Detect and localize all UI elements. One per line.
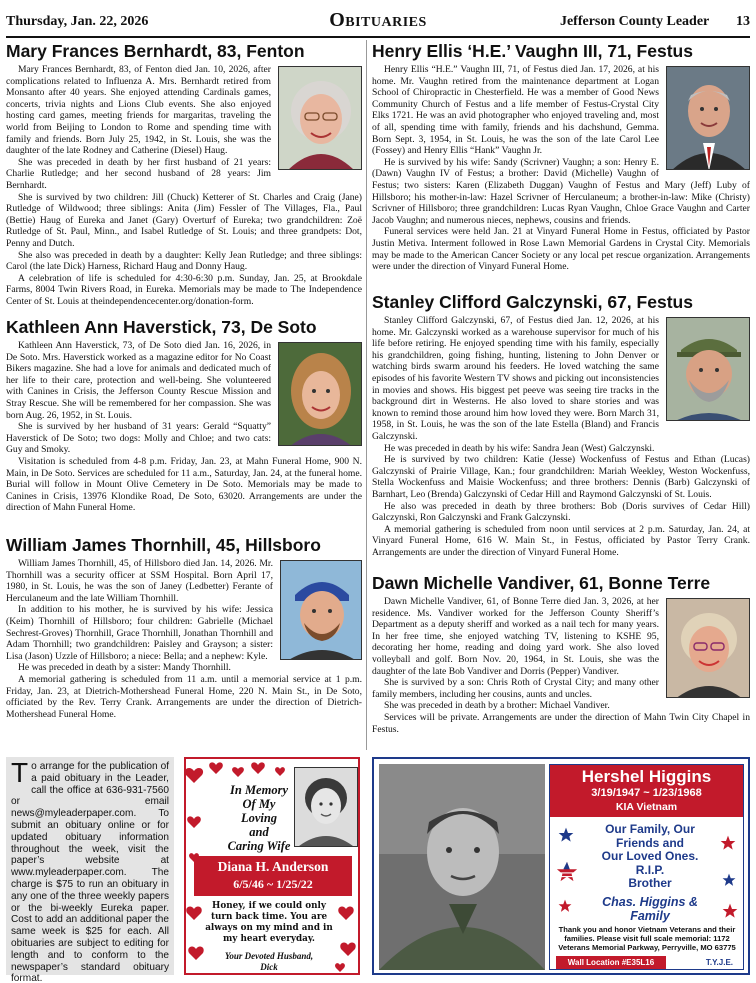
memorial-signature [204, 951, 334, 972]
obit-paragraph: She was preceded in death by her first husband of 21 years: Charlie Rutledge; and her second husband of 28 years: Jim Bernhardt. [6, 156, 271, 191]
obit-photo-vaughn [666, 66, 750, 170]
column-rule [366, 40, 367, 750]
memorial-signature-line: Chas. Higgins & [602, 895, 698, 909]
obit-headline: Mary Frances Bernhardt, 83, Fenton [6, 41, 305, 61]
obit-paragraph: A memorial gathering is scheduled from noon until services at 2 p.m. Saturday, Jan. 24, at Vinyard Funeral Home, 616 W. Main St., in Festus, officiated by Pastor Terry Crank. Arrangements are under the direction of Vinyard Funeral Home. [372, 523, 750, 558]
obit-paragraph: Mary Frances Bernhardt, 83, of Fenton died Jan. 10, 2026, after complications related to Influenza A. Mrs. Bernhardt retired from Monsanto after 40 years. She enjoyed attending Cardinals games, concerts, trivia nights and Lions Club events. She also enjoyed hosting card games, meeting friends for margaritas, traveling the world from Beijing to London to Rome and spending time with family and friends. Born July 25, 1942, in St. Louis, she was the daughter of the late Rodney and Catherine (Diesel) Haug. [6, 64, 271, 157]
obit-paragraph: He was preceded in death by a sister: Mandy Thornhill. [18, 662, 231, 674]
info-dropcap: T [11, 757, 29, 788]
obituary-info-box [6, 757, 174, 983]
memorial-message [570, 823, 730, 891]
memorial-initials: T.Y.J.E. [705, 958, 733, 967]
obit-paragraph: Dawn Michelle Vandiver, 61, of Bonne Terre died Jan. 3, 2026, at her residence. Ms. Vandiver worked for the Jefferson County Sheriff’s Department as a deputy sheriff and worked as a nail tech for many years. In her free time, she enjoyed watching TV, listening to KSHE 95, decorating her home, reading and doing yard work. She also loved volleyball and golf. Born Nov. 20, 1964, in St. Louis, she was the daughter of the late Bob Vandiver and Dorris (Pepper) Vandiver. [372, 596, 659, 677]
obit-vandiver [372, 572, 750, 735]
memorial-photo-anderson [294, 767, 358, 847]
obit-paragraph: Kathleen Ann Haverstick, 73, of De Soto died Jan. 16, 2026, in De Soto. Mrs. Haverstick worked as a magazine editor for No Coast Bikers magazine. She had a love for animals and dedicated much of her life to their care, protection and well-being. She volunteered with Canines in Crisis, the Jefferson County Rescue Mission and Stray Rescue. She will be remembered for her compassion. She was born Aug. 26, 1952, in St. Louis. [6, 340, 271, 421]
obit-headline: Dawn Michelle Vandiver, 61, Bonne Terre [372, 573, 711, 593]
obit-headline: Henry Ellis ‘H.E.’ Vaughn III, 71, Festus [372, 41, 693, 61]
memorial-name: Hershel Higgins [581, 767, 712, 786]
memorial-message: Honey, if we could only turn back time. You are always on my mind and in my heart everyday. [205, 901, 333, 944]
memorial-note: Thank you and honor Vietnam Veterans and their families. Please visit full scale memorial: 1172 Veterans Memorial Parkway, Perryville, MO 63775 [558, 925, 736, 952]
obit-vaughn [372, 40, 750, 273]
obit-paragraph: Funeral services were held Jan. 21 at Vinyard Funeral Home in Festus, officiated by Pastor Justin Metiva. Interment followed in Rose Lawn Memorial Gardens in Crystal City. Memorials may be made to the American Cancer Society or any local pet rescue organization. Arrangements were under the direction of Vinyard Funeral Home. [372, 226, 750, 273]
memorial-signature-line: Your Devoted Husband, [224, 951, 314, 961]
obit-photo-haverstick [278, 342, 362, 446]
obit-photo-galczynski [666, 317, 750, 421]
memorial-signature [570, 895, 730, 923]
obit-bernhardt [6, 40, 362, 307]
memorial-photo-higgins [379, 764, 545, 970]
memorial-dates: 3/19/1947 ~ 1/23/1968 [591, 787, 702, 799]
paper-name-and-page [560, 14, 750, 30]
memorial-message-line: Our Loved Ones. [601, 849, 699, 863]
obit-paragraph: Stanley Clifford Galczynski, 67, of Festus died Jan. 12, 2026, at his home. Mr. Galczynski worked as a warehouse supervisor for much of his life before retiring. He enjoyed spending time with his family, especially his grandchildren, going fishing, hunting, listening to John Denver or watching birds swarm around his feeders. He loved watching the same episodes of his favorite Western TV shows and picking out inconsistencies in movies and shows. His biggest pet peeve was seeing tire tracks in the background dirt in Westerns. He also loved to share stories and was known to remind those around him how loved they were. Born March 31, 1958, in St. Louis, he was the son of the late Estella (Bland) and Francis Galczynski. [372, 315, 659, 442]
obit-paragraph: A memorial gathering is scheduled from 11 a.m. until a memorial service at 1 p.m. Friday, Jan. 23, at Dietrich-Mothershead Funeral Home, 220 N. Main St., in De Soto, officiated by the Rev. Terry Crank. Arrangements are under the direction of Dietrich-Mothershead Funeral Home. [6, 673, 362, 720]
memorial-title-line: and [249, 825, 269, 839]
obit-headline: Stanley Clifford Galczynski, 67, Festus [372, 292, 693, 312]
obit-paragraph: He also was preceded in death by three brothers: Bob (Doris survives of Cedar Hill) Galczynski, Ron Galczynski and Frank Galczynski. [372, 500, 750, 524]
obit-paragraph: In addition to his mother, he is survived by his wife: Jessica (Keim) Thornhill of Hillsboro; four children: Gabrielle (Michael Sechrest-Groves) Thornhill, Grace Thornhill, Jonathan Thornhill and Adam Thornhill; two grandchildren: Paisley and Grayson; a sister: Lisa (Jason) Uzzle of Hillsboro; a niece: Bella; and a nephew: Kyle. [6, 604, 273, 662]
obit-paragraph: A celebration of life is scheduled for 4:30-6:30 p.m. Sunday, Jan. 25, at Brookdale Farms, 8004 Twin Rivers Road, in Eureka. Memorials may be made to The Independence Center of St. Louis at theindependencecenter.org/donation-form. [6, 272, 362, 307]
obit-photo-vandiver [666, 598, 750, 698]
issue-date: Thursday, Jan. 22, 2026 [6, 14, 149, 29]
memorial-title-line: Caring Wife [227, 839, 291, 853]
memorial-header [550, 765, 743, 817]
obit-paragraph: She is survived by two children: Jill (Chuck) Ketterer of St. Charles and Craig (Jane) Rutledge of Wildwood; three siblings: Anita (Jim) Fessler of The Villages, Fla., Paul (Bettie) Haug of Eureka and Janet (Gary) Overturf of Eureka; two grandchildren: Zoë Rutledge of St. Paul, Minn., and Isabel Rutledge of St. Louis; and three grandpets: Dot, Penny and Dutch. [6, 191, 362, 249]
masthead-rule [6, 36, 750, 38]
obit-paragraph: Services will be private. Arrangements are under the direction of Mahn Twin City Chapel in Festus. [372, 711, 750, 735]
obit-paragraph: Henry Ellis “H.E.” Vaughn III, 71, of Festus died Jan. 17, 2026, at his home. Mr. Vaughn retired from the maintenance department at Logan School of Chiropractic in Chesterfield. He was a member of Good News Community Church of Festus and a life member of Festus-Crystal City Elks 1721. He was an avid photographer who enjoyed traveling and, most of all, spending time with family, friends and his dachshund, Gemma. Born Sept. 3, 1954, in St. Louis, he was the son of the late Carol Lee (Fossey) and Henry Ellis “Hank” Vaughn Jr. [372, 64, 659, 157]
memorial-signature-line: Dick [260, 961, 278, 972]
obit-photo-bernhardt [278, 66, 362, 170]
info-text [11, 757, 169, 983]
obit-paragraph: She is survived by a son: Chris Roth of Crystal City; and many other family members, including her cousins, aunts and uncles. [372, 677, 659, 700]
masthead [6, 6, 750, 36]
info-body: o arrange for the publication of a paid obituary in the Leader, call the office at 636-931-7560 or email news@myleaderpaper.com. To submit an obituary online or for updated obituary information throughout the week, visit the paper’s website at www.myleaderpaper.com. The charge is $75 to run an obituary in any one of the three weekly papers or the bi-weekly Eureka paper. Cost to add an additional paper the same week is $25 for each. All obituaries are subject to editing for length and to conform to the newspaper’s standard obituary format. [11, 761, 169, 983]
memorial-ad-anderson [184, 757, 360, 975]
paper-name: Jefferson County Leader [559, 14, 709, 29]
obit-galczynski [372, 291, 750, 558]
memorial-message-line: Friends and [615, 835, 684, 850]
obit-thornhill [6, 534, 362, 720]
obit-headline: Kathleen Ann Haverstick, 73, De Soto [6, 317, 317, 337]
memorial-ad-higgins [372, 757, 750, 975]
memorial-name-band [194, 856, 352, 896]
obit-paragraph: She is survived by her husband of 31 years: Gerald “Squatty” Haverstick of De Soto; two dogs: Molly and Chloe; and two cats: Guy and Smoky. [6, 421, 271, 456]
obit-paragraph: He is survived by two children: Katie (Jesse) Wockenfuss of Festus and Ethan (Lucas) Galczynski of Prairie Village, Kan.; four grandchildren: Mariah Weekley, Weston Wockenfuss, Stella Wockenfuss and Maisie Wockenfuss; and three brothers: Dennis (Barb) Galczynski of Barnhart, Leo (Brenda) Galczynski of Cedar Hill and Raymond Galczynski of St. Louis. [372, 454, 750, 500]
memorial-signature-line: Family [630, 909, 670, 923]
obit-paragraph: She also was preceded in death by a daughter: Kelly Jean Rutledge; and three siblings: Carol (the late Dick) Harness, Richard Haug and Donny Haug. [6, 249, 362, 273]
memorial-kia: KIA Vietnam [615, 801, 678, 813]
memorial-message-line: R.I.P. [635, 862, 665, 877]
memorial-name: Diana H. Anderson [217, 859, 329, 874]
obit-photo-thornhill [280, 560, 362, 660]
memorial-text-panel [549, 764, 744, 970]
memorial-message-line: Brother [628, 876, 672, 890]
wall-location: Wall Location #E35L16 [556, 956, 666, 969]
memorial-title-line: Of My [242, 797, 276, 811]
memorial-title-line: Loving [240, 811, 278, 825]
obit-paragraph: He is survived by his wife: Sandy (Scrivner) Vaughn; a son: Henry E. (Dawn) Vaughn IV of Festus; a brother: David (Michelle) Vaughn of Festus; two sisters: Karen (Elizabeth Duggan) Vaughn of Festus and Mary (Jeff) Luby of Hillsboro; his mother-in-law: Hazel Scrivner of Herculaneum; a brother-in-law: Mike (Christy) Scrivner of Hillsboro; three grandchildren: Lucas Ryan Vaughn, Chloe Grace Vaughn and Carter Jacob Vaughn; and numerous nieces, nephews, cousins and friends. [372, 156, 750, 226]
obit-haverstick [6, 316, 362, 514]
page-number: 13 [736, 14, 750, 29]
obit-paragraph: She was preceded in death by a brother: Michael Vandiver. [384, 700, 610, 712]
section-title: Obituaries [329, 9, 427, 31]
obit-headline: William James Thornhill, 45, Hillsboro [6, 535, 321, 555]
memorial-footer [550, 956, 743, 970]
memorial-title-line: In Memory [230, 783, 288, 797]
obit-paragraph: Visitation is scheduled from 4-8 p.m. Friday, Jan. 23, at Mahn Funeral Home, 900 N. Main, in De Soto. Services are scheduled for 11 a.m., Saturday, Jan. 24, at the funeral home. Burial will follow in Mount Olive Cemetery in De Soto. Memorials may be made to Canines in Crisis, 13976 Klondike Road, De Soto, 63020. Arrangements are under the direction of Mahn Funeral Home. [6, 455, 362, 514]
memorial-title [212, 783, 306, 853]
memorial-dates: 6/5/46 ~ 1/25/22 [233, 877, 313, 891]
obit-paragraph: He was preceded in death by his wife: Sandra Jean (West) Galczynski. [384, 442, 655, 454]
memorial-message-line: Our Family, Our [605, 822, 695, 836]
obit-paragraph: William James Thornhill, 45, of Hillsboro died Jan. 14, 2026. Mr. Thornhill was a security officer at SSM Hospital. Born April 17, 1980, in St. Louis, he was the son of Janey (Ledbetter) Ferante of Herculaneum and the late William Thornhill. [6, 558, 273, 604]
